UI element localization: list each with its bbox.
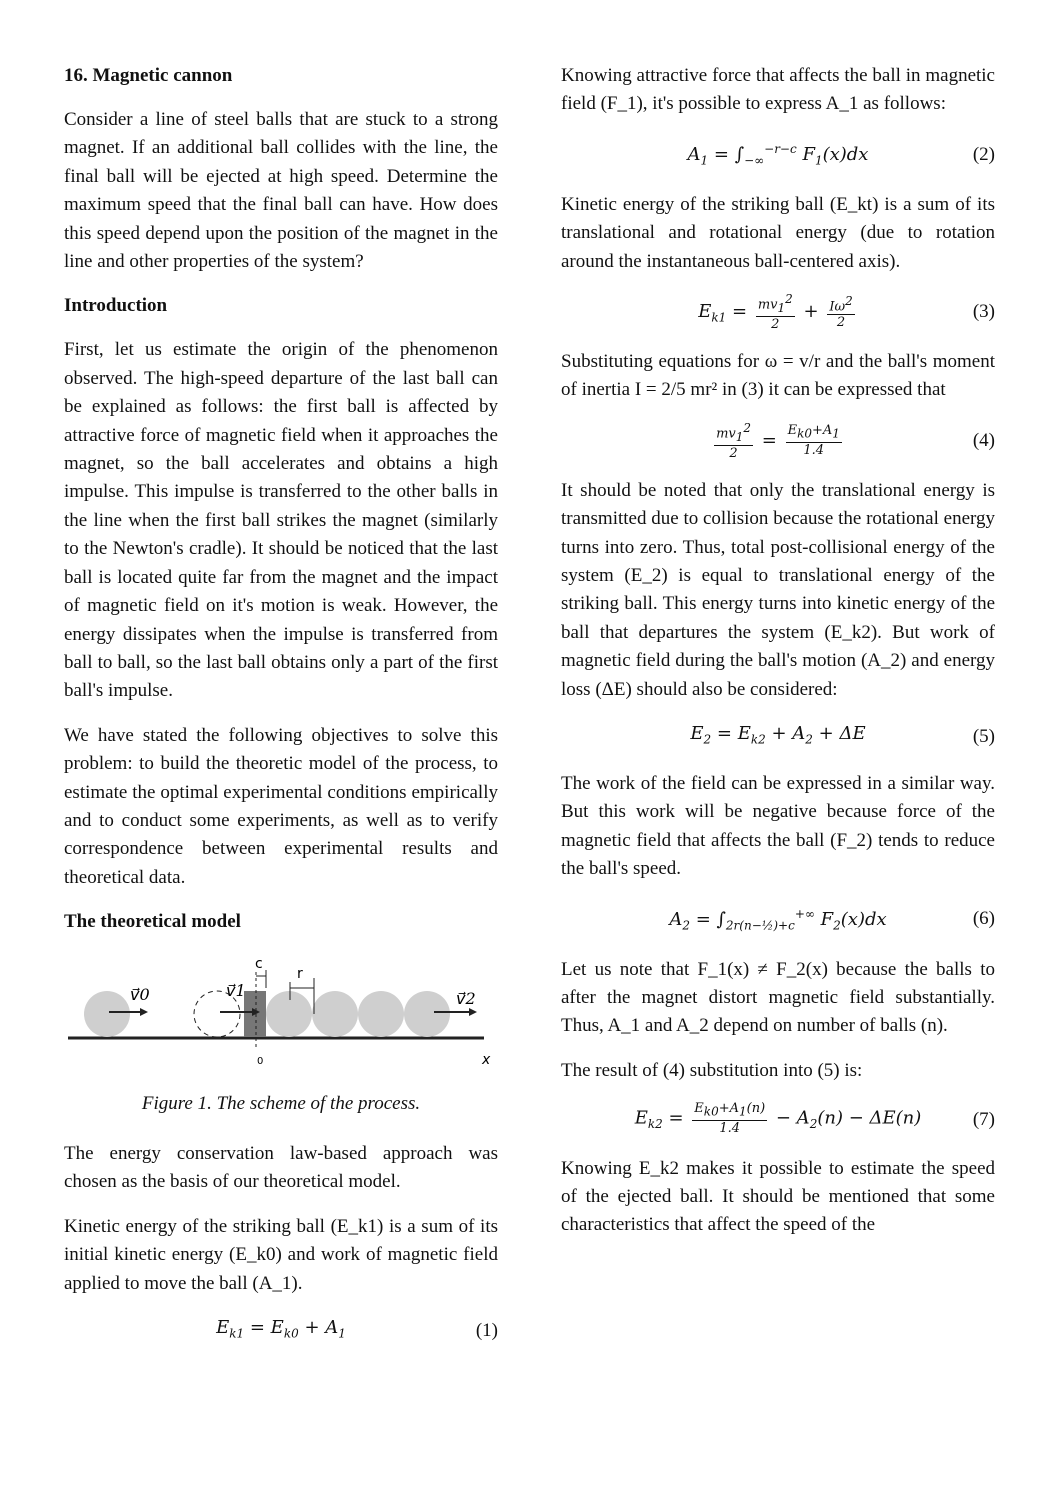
equation-3: $E_{k1}$ = $\frac{mv_1^2}{2}$ + $\frac{I\omega^2}{2}$ (3) [698, 292, 995, 332]
label-c: c [255, 956, 263, 973]
left-column [64, 62, 498, 1364]
ball-line-1 [266, 991, 312, 1037]
equation-5: $E_2 = E_{k2} + A_2 + \Delta E$ (5) [561, 720, 995, 754]
label-origin: 0 [257, 1056, 264, 1068]
figure-scheme [64, 952, 498, 1081]
equation-6: $A_2 = \int_{2r(n-\frac{1}{2})+c}^{+\infty}$ $F_2(x)dx$ (6) [669, 906, 995, 933]
equation-4: $\frac{mv_1^2}{2}$ = $\frac{E_{k0}+A_1}{1.4}$ (4) [716, 420, 995, 461]
equation-5-number: (5) [972, 725, 995, 747]
model-paragraph-1: The energy conservation law-based approach was chosen as the basis of our theoretical model. [64, 1142, 498, 1193]
problem-statement: Consider a line of steel balls that are stuck to a strong magnet. If an additional ball collides with the line, the final ball will be ejected at high speed. Determine the maximum speed that the final ball can have. How does this speed depend upon the position of the magnet in the line and other properties of the system? [64, 109, 498, 273]
right-paragraph-1: Knowing attractive force that affects the ball in magnetic field (F_1), it's possible to express A_1 as follows: [561, 65, 995, 115]
label-v2: v⃗2 [456, 989, 476, 1009]
label-v1: v⃗1 [226, 981, 246, 1001]
figure-caption: Figure 1. The scheme of the process. [141, 1092, 421, 1114]
equation-1-number: (1) [475, 1319, 498, 1341]
right-paragraph-8: Knowing E_k2 makes it possible to estimate the speed of the ejected ball. It should be mentioned that some characteristics that affect the speed of the [561, 1157, 995, 1236]
equation-6-number: (6) [972, 908, 995, 930]
scheme-diagram [64, 952, 498, 1072]
ball-line-4 [404, 991, 450, 1037]
equation-2: $A_1 = \int_{-\infty}^{-r-c}$ $F_1(x)dx$ (2) [687, 141, 995, 168]
right-paragraph-6: Let us note that F_1(x) ≠ F_2(x) because the balls to after the magnet distort magnetic field substantially. Thus, A_1 and A_2 depend on number of balls (n). [561, 958, 995, 1037]
heading-introduction: Introduction [64, 295, 168, 317]
right-paragraph-4: It should be noted that only the translational energy is transmitted due to collision because the rotational energy turns into zero. Thus, total post-collisional energy of the system (E_2) is equal to translational energy of the striking ball. This energy turns into kinetic energy of the ball that departures the system (E_k2). But work of magnetic field during the ball's motion (A_2) and energy loss (ΔE) should also be considered: [561, 479, 995, 700]
model-paragraph-2: Kinetic energy of the striking ball (E_k1) is a sum of its initial kinetic energy (E_k0) and work of magnetic field applied to move the ball (A_1). [64, 1215, 498, 1294]
right-paragraph-2: Kinetic energy of the striking ball (E_kt) is a sum of its translational and rotational energy (due to rotation around the instantaneous ball-centered axis). [561, 193, 995, 272]
equation-2-number: (2) [972, 143, 995, 165]
ball-line-2 [312, 991, 358, 1037]
equation-3-number: (3) [972, 300, 995, 322]
equation-7-number: (7) [972, 1108, 995, 1130]
ball-line-3 [358, 991, 404, 1037]
heading-theoretical-model: The theoretical model [64, 911, 241, 933]
right-paragraph-7: The result of (4) substitution into (5) is: [561, 1059, 863, 1081]
label-r: r [297, 966, 303, 983]
right-column [561, 62, 995, 1256]
intro-paragraph-2: We have stated the following objectives to solve this problem: to build the theoretic model of the process, to estimate the optimal experimental conditions empirically and to conduct some experiments, as well as to verify correspondence between experimental results and theoretical data. [64, 724, 498, 888]
intro-paragraph-1: First, let us estimate the origin of the phenomenon observed. The high-speed departure of the last ball can be explained as follows: the first ball is affected by attractive force of magnetic field when it approaches the magnet, so the ball accelerates and obtains a high impulse. This impulse is transferred to the other balls in the line when the first ball strikes the magnet (similarly to the Newton's cradle). It should be noticed that the last ball is located quite far from the magnet and the impact of magnetic field on it's motion is weak. However, the energy dissipates when the impulse is transferred from ball to ball, so the last ball obtains only a part of the first ball's impulse. [64, 339, 498, 702]
equation-1: $E_{k1} = E_{k0} + A_1$ (1) [64, 1314, 498, 1348]
right-paragraph-3: Substituting equations for ω = v/r and the ball's moment of inertia I = 2/5 mr² in (3) it can be expressed that [561, 350, 995, 401]
equation-4-number: (4) [972, 429, 995, 451]
equation-7: $E_{k2}$ = $\frac{E_{k0}+A_1(n)}{1.4}$ − $A_2(n) - \Delta E(n)$ (7) [634, 1101, 995, 1136]
label-x-axis: x [482, 1052, 491, 1069]
right-paragraph-5: The work of the field can be expressed in a similar way. But this work will be negative because force of the magnetic field that affects the ball (F_2) tends to reduce the ball's speed. [561, 772, 995, 880]
ball-initial [84, 991, 130, 1037]
section-title: 16. Magnetic cannon [64, 65, 233, 86]
label-v0: v⃗0 [130, 985, 150, 1005]
